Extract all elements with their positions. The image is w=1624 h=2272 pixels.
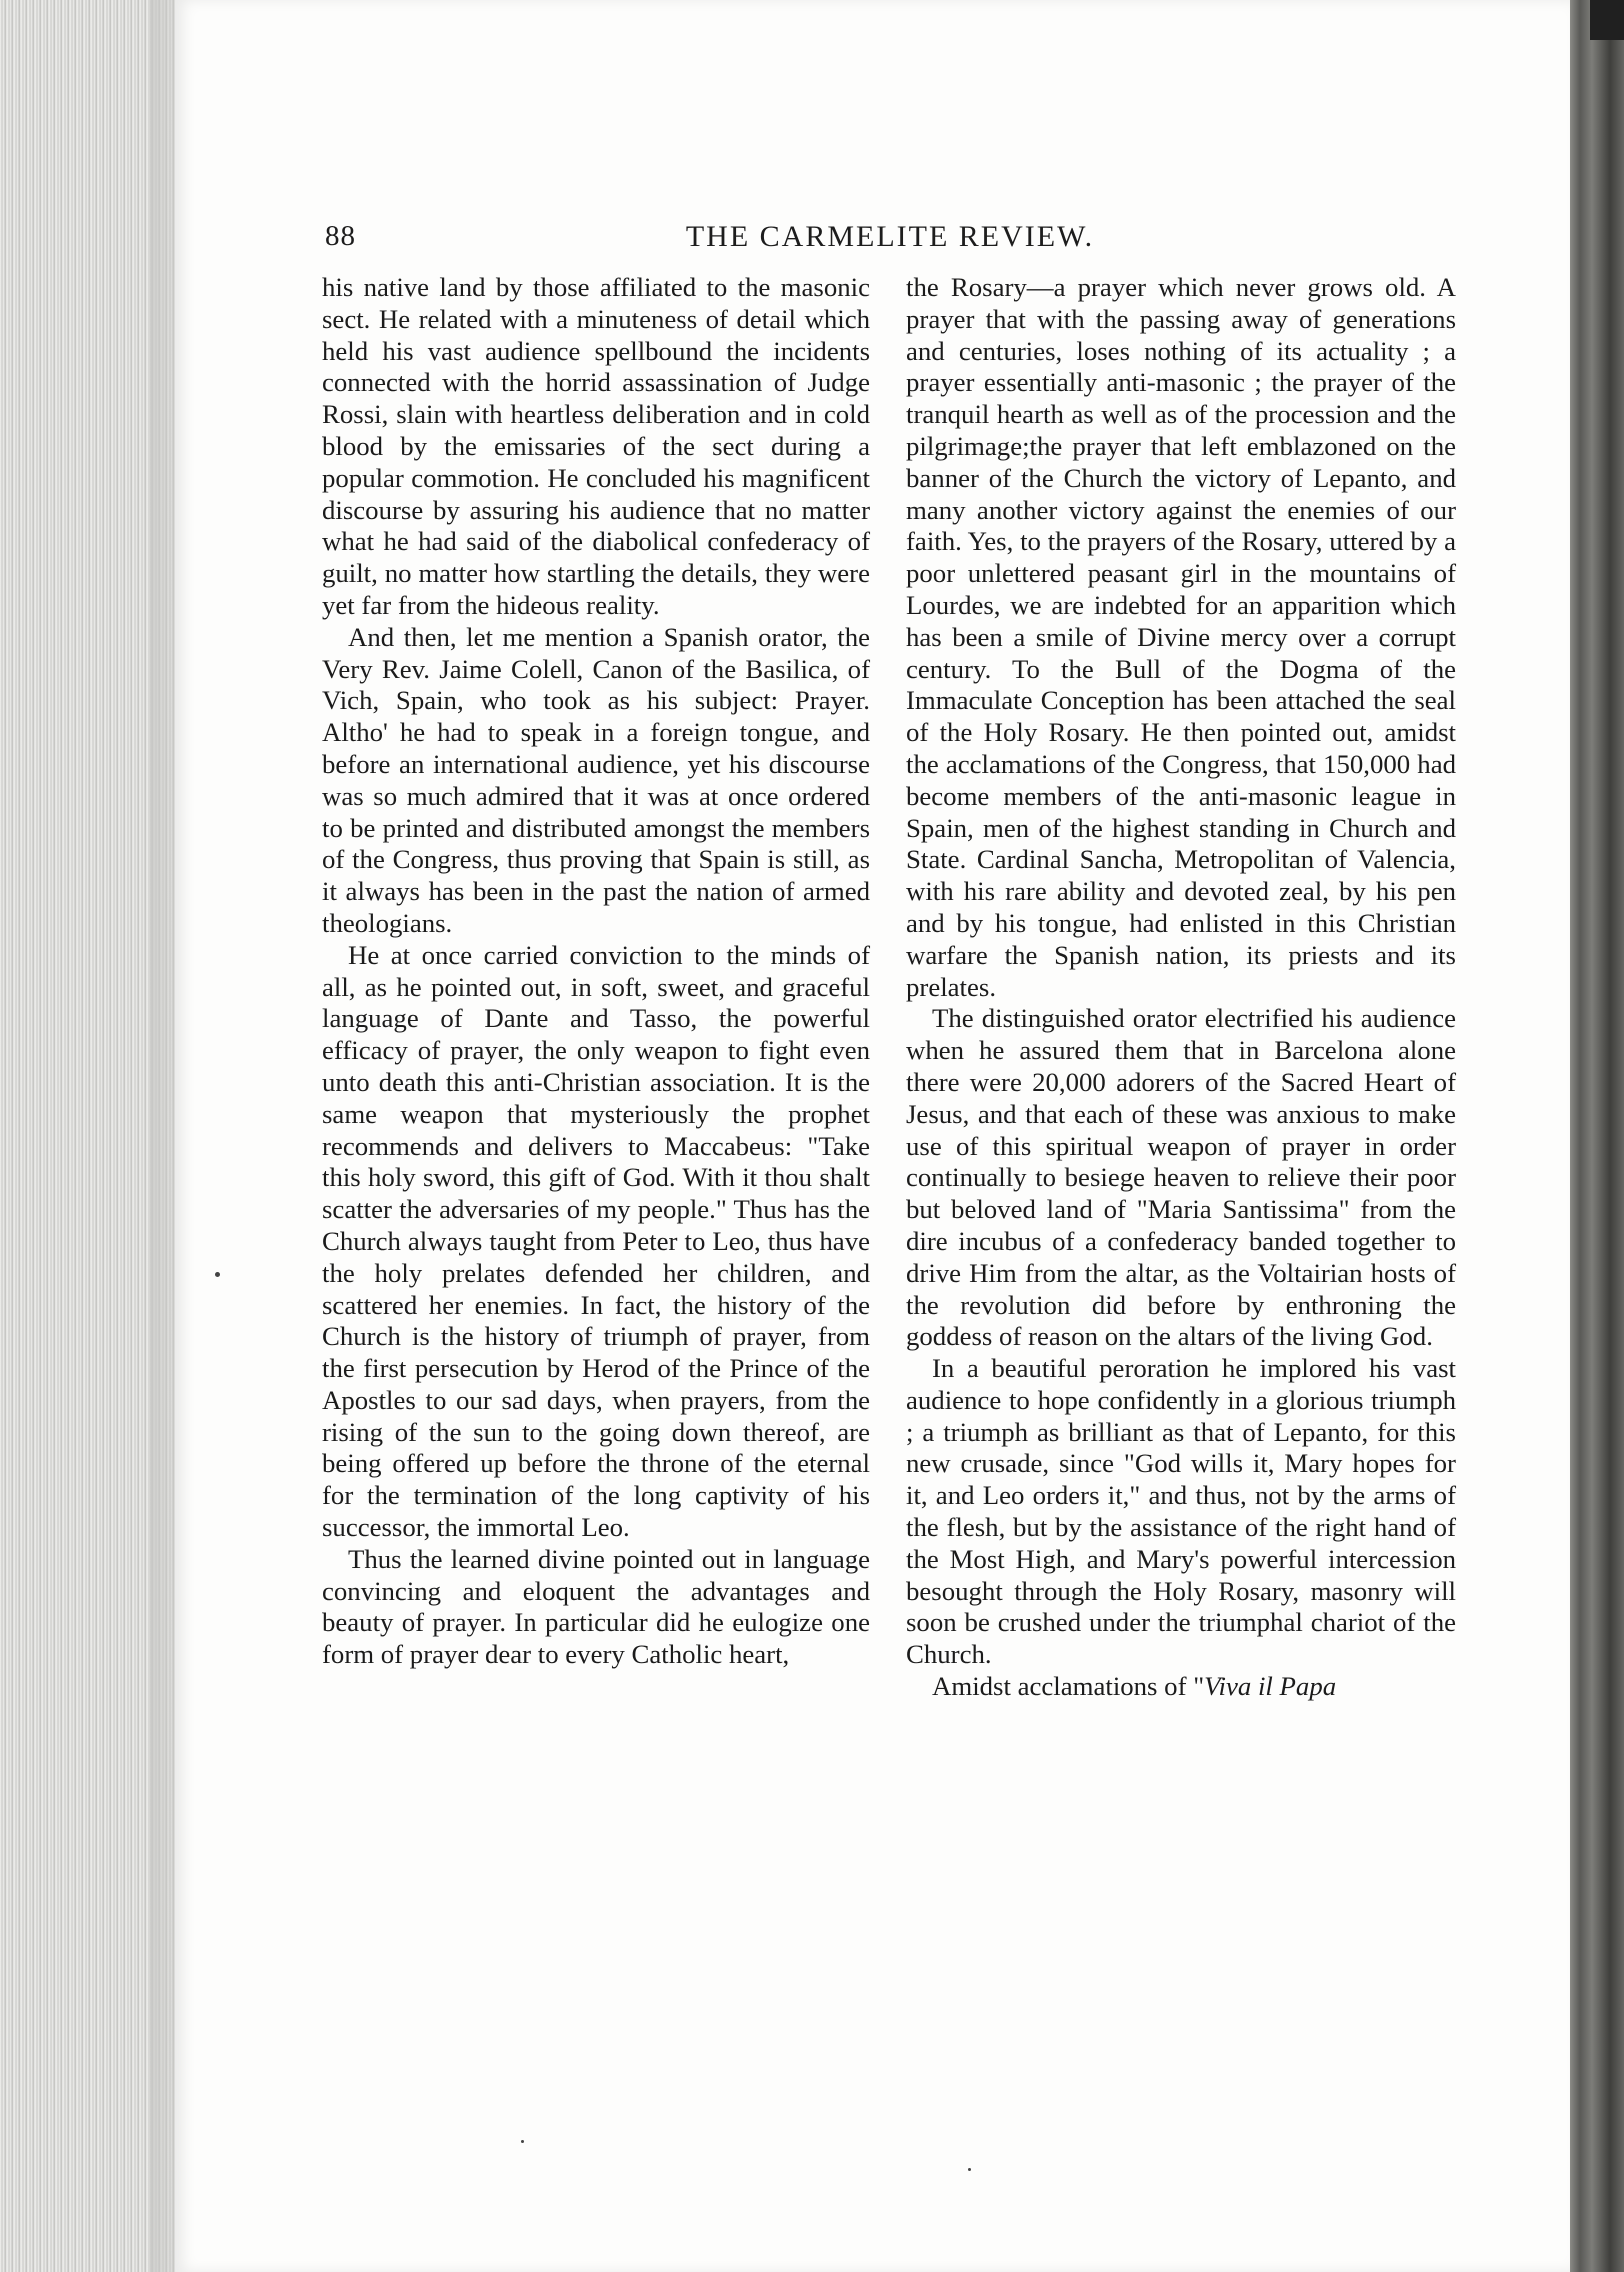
paragraph: In a beautiful peroration he implored his vast audience to hope confidently in a glorious triumph ; a triumph as brilliant as that of Lepanto, for this new crusade, since "God wills it, Mary hopes for it, and Leo orders it," and thus, not by the arms of the flesh, but by the assistance of the right hand of the Most High, and Mary's powerful intercession besought through the Holy Rosary, masonry will soon be crushed under the triumphal chariot of the Church. bbox=[906, 1353, 1456, 1670]
paragraph: The distinguished orator electrified his audience when he assured them that in Barcelona alone there were 20,000 adorers of the Sacred Heart of Jesus, and that each of these was anxious to make use of this spiritual weapon of prayer in order continually to besiege heaven to relieve their poor but beloved land of "Maria Santissima" from the dire incubus of a confederacy banded together to drive Him from the altar, as the Voltairian hosts of the revolution did before by enthroning the goddess of reason on the altars of the living God. bbox=[906, 1003, 1456, 1352]
paragraph-lead: Amidst acclamations of " bbox=[932, 1671, 1205, 1702]
book-page-edges-right bbox=[1570, 0, 1624, 2272]
right-text-column bbox=[906, 272, 1456, 1703]
left-text-column bbox=[322, 272, 870, 1671]
scan-speck bbox=[521, 2140, 524, 2143]
paragraph: He at once carried conviction to the minds of all, as he pointed out, in soft, sweet, and graceful language of Dante and Tasso, the powerful efficacy of prayer, the only weapon to fight even unto death this anti-Christian association. It is the same weapon that mysteriously the prophet recommends and delivers to Maccabeus: "Take this holy sword, this gift of God. With it thou shalt scatter the adversaries of my people." Thus has the Church always taught from Peter to Leo, thus have the holy prelates defended her children, and scattered her enemies. In fact, the history of the Church is the history of triumph of prayer, from the first persecution by Herod of the Prince of the Apostles to our sad days, when prayers, from the rising of the sun to the going down thereof, are being offered up before the throne of the eternal for the termination of the long captivity of his successor, the immortal Leo. bbox=[322, 939, 870, 1543]
scan-border-corner bbox=[1590, 0, 1624, 40]
scan-speck bbox=[968, 2168, 971, 2171]
italic-phrase: Viva il Papa bbox=[1204, 1671, 1337, 1702]
page-number: 88 bbox=[325, 220, 356, 252]
paragraph: the Rosary—a prayer which never grows old. A prayer that with the passing away of generations and centuries, loses nothing of its actuality ; a prayer essentially anti-masonic ; the prayer of the tranquil hearth as well as of the procession and the pilgrimage;the prayer that left emblazoned on the banner of the Church the victory of Lepanto, and many another victory against the enemies of our faith. Yes, to the prayers of the Rosary, uttered by a poor unlettered peasant girl in the mountains of Lourdes, we are indebted for an apparition which has been a smile of Divine mercy over a corrupt century. To the Bull of the Dogma of the Immaculate Conception has been attached the seal of the Holy Rosary. He then pointed out, amidst the acclamations of the Congress, that 150,000 had become members of the anti-masonic league in Spain, men of the highest standing in Church and State. Cardinal Sancha, Metropolitan of Valencia, with his rare ability and devoted zeal, by his pen and by his tongue, had enlisted in this Christian warfare the Spanish nation, its priests and its prelates. bbox=[906, 272, 1456, 1002]
journal-title: THE CARMELITE REVIEW. bbox=[685, 220, 1095, 253]
scan-speck bbox=[215, 1272, 220, 1277]
paragraph: his native land by those affiliated to the masonic sect. He related with a minuteness of detail which held his vast audience spellbound the incidents connected with the horrid assassination of Judge Rossi, slain with heartless deliberation and in cold blood by the emissaries of the sect during a popular commotion. He concluded his magnificent discourse by assuring his audience that no matter what he had said of the diabolical confederacy of guilt, no matter how startling the details, they were yet far from the hideous reality. bbox=[322, 272, 870, 620]
paragraph: And then, let me mention a Spanish orator, the Very Rev. Jaime Colell, Canon of the Basilica, of Vich, Spain, who took as his subject: Prayer. Altho' he had to speak in a foreign tongue, and before an international audience, yet his discourse was so much admired that it was at once ordered to be printed and distributed amongst the members of the Congress, thus proving that Spain is still, as it always has been in the past the nation of armed theologians. bbox=[322, 621, 870, 938]
paragraph-continued bbox=[906, 1671, 1456, 1703]
running-head bbox=[325, 220, 1455, 260]
paragraph: Thus the learned divine pointed out in language convincing and eloquent the advantages and beauty of prayer. In particular did he eulogize one form of prayer dear to every Catholic heart, bbox=[322, 1543, 870, 1670]
